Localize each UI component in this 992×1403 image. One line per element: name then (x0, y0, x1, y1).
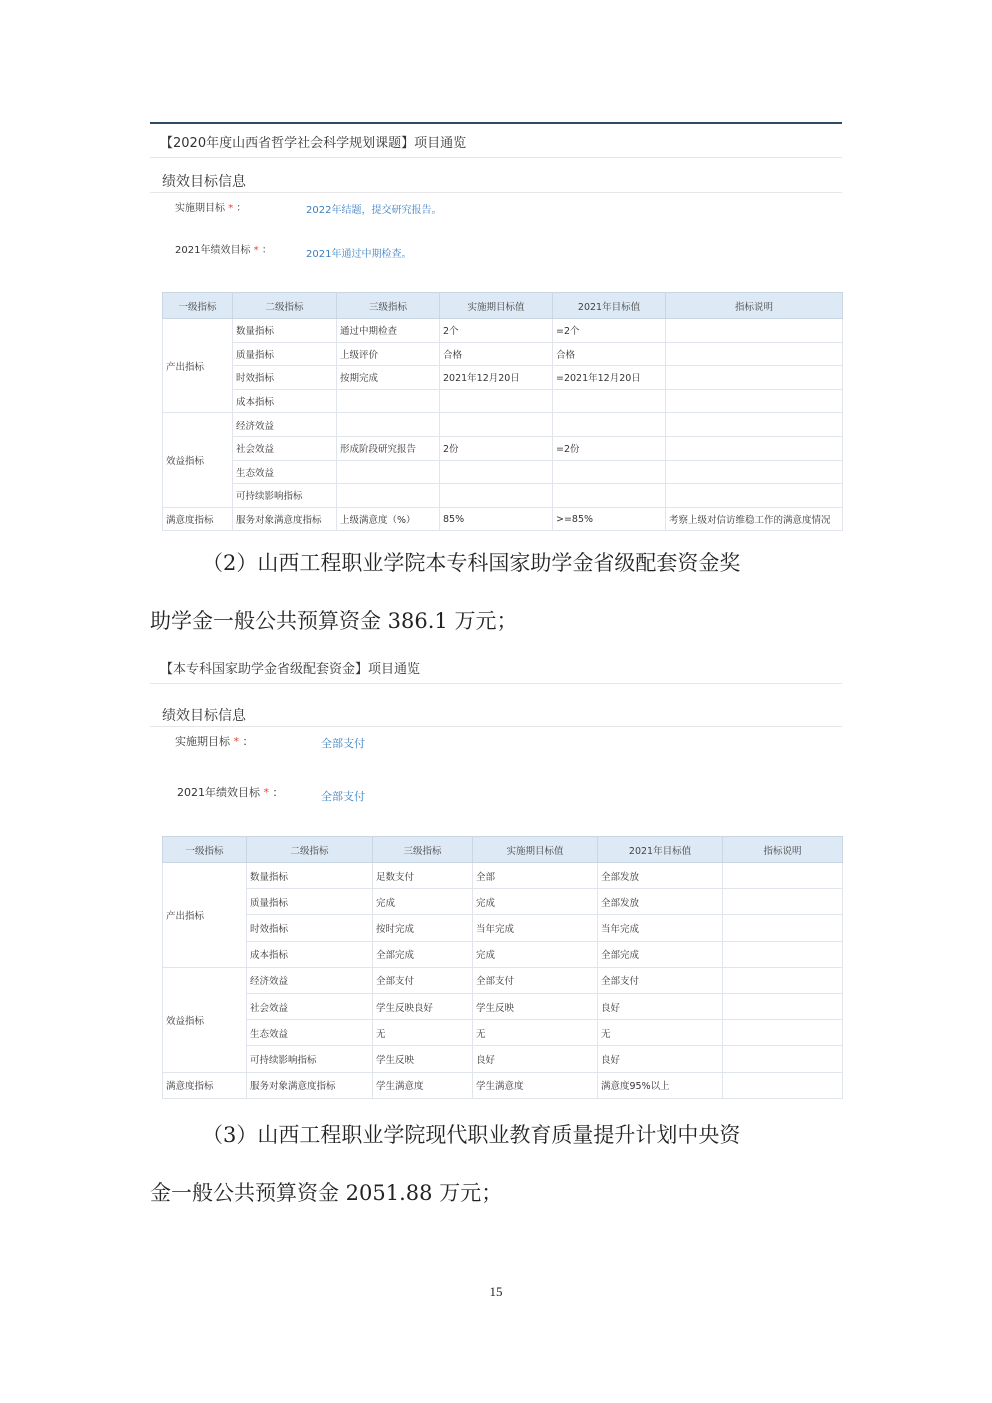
table-cell: 完成 (473, 941, 598, 967)
table-cell: 按期完成 (337, 366, 440, 390)
paragraph-2 (150, 534, 842, 650)
table-cell: 足数支付 (373, 863, 473, 889)
table-cell: 当年完成 (473, 915, 598, 941)
table-cell: =2021年12月20日 (553, 366, 666, 390)
required-star-icon: * (263, 786, 269, 799)
project2-impl-field: 实施期目标 * ： 全部支付 (175, 735, 365, 750)
table-cell: 时效指标 (233, 366, 337, 390)
annual-label: 2021年绩效目标 (175, 245, 251, 256)
table-cell: 上级评价 (337, 342, 440, 366)
page-number: 15 (489, 1284, 503, 1299)
table-cell: 形成阶段研究报告 (337, 436, 440, 460)
table-row (163, 507, 843, 531)
table-cell: 2份 (440, 436, 553, 460)
column-header: 指标说明 (666, 293, 843, 319)
paragraph-3 (150, 1106, 842, 1222)
project1-impl-value: 2022年结题，提交研究报告。 (306, 205, 442, 216)
column-header: 实施期目标值 (473, 837, 598, 863)
paragraph-3-line2: 金一般公共预算资金 2051.88 万元； (150, 1181, 503, 1205)
table-cell (553, 413, 666, 437)
table-cell (666, 342, 843, 366)
table-cell: 经济效益 (247, 967, 373, 993)
top-rule (150, 122, 842, 124)
project2-annual-value: 全部支付 (321, 790, 365, 803)
table-cell: 按时完成 (373, 915, 473, 941)
table-row (163, 941, 843, 967)
table-cell: 全部发放 (598, 889, 723, 915)
table-cell: 全部发放 (598, 863, 723, 889)
table-cell: 学生反映 (373, 1046, 473, 1072)
table-cell: 质量指标 (233, 342, 337, 366)
table-cell: 通过中期检查 (337, 319, 440, 343)
project2-title: 【本专科国家助学金省级配套资金】项目通览 (150, 657, 842, 684)
table-cell: 无 (473, 1020, 598, 1046)
column-header: 2021年目标值 (598, 837, 723, 863)
table-cell: 学生反映 (473, 993, 598, 1019)
table-cell: 生态效益 (233, 460, 337, 484)
table-row (163, 1046, 843, 1072)
table-cell (666, 366, 843, 390)
table-cell (723, 1046, 843, 1072)
table-cell (723, 1072, 843, 1098)
paragraph-2-line1: （2）山西工程职业学院本专科国家助学金省级配套资金奖 (202, 551, 741, 575)
project2-impl-value: 全部支付 (321, 737, 365, 750)
table-cell: 无 (598, 1020, 723, 1046)
column-header: 指标说明 (723, 837, 843, 863)
column-header: 一级指标 (163, 293, 233, 319)
table-row (163, 319, 843, 343)
annual-label: 2021年绩效目标 (177, 786, 260, 799)
table-cell: 85% (440, 507, 553, 531)
table-cell (666, 460, 843, 484)
table-row (163, 1072, 843, 1098)
table-cell (723, 967, 843, 993)
required-star-icon: * (253, 245, 259, 256)
table-cell (666, 413, 843, 437)
table-row (163, 915, 843, 941)
column-header: 二级指标 (233, 293, 337, 319)
table-cell: 全部支付 (473, 967, 598, 993)
table-cell (440, 460, 553, 484)
table-row (163, 342, 843, 366)
table-cell (553, 460, 666, 484)
table-cell: 合格 (553, 342, 666, 366)
table-cell (666, 484, 843, 508)
table-cell: 当年完成 (598, 915, 723, 941)
table-cell (553, 484, 666, 508)
table-cell: 无 (373, 1020, 473, 1046)
table-row (163, 1020, 843, 1046)
table-cell: 生态效益 (247, 1020, 373, 1046)
impl-label: 实施期目标 (175, 203, 225, 214)
table-cell: 良好 (598, 993, 723, 1019)
table-cell: 2个 (440, 319, 553, 343)
project1-indicator-table (162, 292, 843, 531)
table-row (163, 967, 843, 993)
table-cell: 可持续影响指标 (247, 1046, 373, 1072)
project2-indicator-table (162, 836, 843, 1099)
table-cell: 全部支付 (373, 967, 473, 993)
table-row (163, 484, 843, 508)
table-header-row (163, 837, 843, 863)
table-cell: 2021年12月20日 (440, 366, 553, 390)
table-header-row (163, 293, 843, 319)
column-header: 2021年目标值 (553, 293, 666, 319)
column-header: 三级指标 (373, 837, 473, 863)
table-row (163, 889, 843, 915)
table-cell (723, 889, 843, 915)
project1-section-title: 绩效目标信息 (150, 172, 842, 193)
table-cell: 时效指标 (247, 915, 373, 941)
required-star-icon: * (233, 735, 239, 748)
category-cell: 满意度指标 (163, 1072, 247, 1098)
project2-overview (150, 657, 842, 804)
category-cell: 产出指标 (163, 863, 247, 968)
table-cell: 上级满意度（%） (337, 507, 440, 531)
project1-overview (150, 131, 842, 261)
table-cell (666, 436, 843, 460)
table-cell: 数量指标 (247, 863, 373, 889)
table-cell: 服务对象满意度指标 (233, 507, 337, 531)
table-cell: 数量指标 (233, 319, 337, 343)
category-cell: 产出指标 (163, 319, 233, 413)
table-cell (723, 863, 843, 889)
table-cell: 全部完成 (598, 941, 723, 967)
table-row (163, 863, 843, 889)
table-cell (723, 1020, 843, 1046)
table-row (163, 389, 843, 413)
table-cell: 学生满意度 (373, 1072, 473, 1098)
table-cell: 服务对象满意度指标 (247, 1072, 373, 1098)
project2-annual-field: 2021年绩效目标 * ： 全部支付 (177, 786, 365, 803)
project1-annual-value: 2021年通过中期检查。 (306, 249, 412, 260)
table-cell: 学生反映良好 (373, 993, 473, 1019)
project1-annual-field: 2021年绩效目标 * ： 2021年通过中期检查。 (175, 245, 412, 260)
table-cell: 经济效益 (233, 413, 337, 437)
table-cell: 全部支付 (598, 967, 723, 993)
table-cell (337, 484, 440, 508)
column-header: 三级指标 (337, 293, 440, 319)
table-cell: 考察上级对信访维稳工作的满意度情况 (666, 507, 843, 531)
category-cell: 满意度指标 (163, 507, 233, 531)
category-cell: 效益指标 (163, 967, 247, 1072)
table-cell (440, 413, 553, 437)
table-cell: 成本指标 (233, 389, 337, 413)
table-cell: 良好 (598, 1046, 723, 1072)
project1-title: 【2020年度山西省哲学社会科学规划课题】项目通览 (150, 131, 842, 158)
table-cell (553, 389, 666, 413)
table-cell (337, 413, 440, 437)
table-cell: 满意度95%以上 (598, 1072, 723, 1098)
column-header: 二级指标 (247, 837, 373, 863)
table-cell (723, 941, 843, 967)
table-cell: 成本指标 (247, 941, 373, 967)
table-row (163, 366, 843, 390)
table-cell: 完成 (373, 889, 473, 915)
table-cell (723, 993, 843, 1019)
paragraph-3-line1: （3）山西工程职业学院现代职业教育质量提升计划中央资 (202, 1123, 741, 1147)
required-star-icon: * (228, 203, 234, 214)
project1-impl-field: 实施期目标 * ： 2022年结题，提交研究报告。 (175, 203, 442, 216)
table-cell (666, 319, 843, 343)
table-cell (440, 389, 553, 413)
paragraph-2-line2: 助学金一般公共预算资金 386.1 万元； (150, 609, 518, 633)
table-cell (337, 460, 440, 484)
table-cell (723, 915, 843, 941)
table-cell: >=85% (553, 507, 666, 531)
category-cell: 效益指标 (163, 413, 233, 507)
table-cell: 合格 (440, 342, 553, 366)
table-cell: 学生满意度 (473, 1072, 598, 1098)
column-header: 实施期目标值 (440, 293, 553, 319)
table-row (163, 413, 843, 437)
table-cell: 全部完成 (373, 941, 473, 967)
table-row (163, 460, 843, 484)
table-cell (666, 389, 843, 413)
table-cell: =2个 (553, 319, 666, 343)
table-cell: 社会效益 (233, 436, 337, 460)
table-cell (440, 484, 553, 508)
table-cell: 社会效益 (247, 993, 373, 1019)
project2-section-title: 绩效目标信息 (150, 706, 842, 727)
table-cell (337, 389, 440, 413)
table-cell: 质量指标 (247, 889, 373, 915)
impl-label: 实施期目标 (175, 735, 230, 748)
table-cell: 可持续影响指标 (233, 484, 337, 508)
table-cell: 良好 (473, 1046, 598, 1072)
table-cell: 完成 (473, 889, 598, 915)
table-row (163, 993, 843, 1019)
column-header: 一级指标 (163, 837, 247, 863)
table-cell: 全部 (473, 863, 598, 889)
table-row (163, 436, 843, 460)
table-cell: =2份 (553, 436, 666, 460)
